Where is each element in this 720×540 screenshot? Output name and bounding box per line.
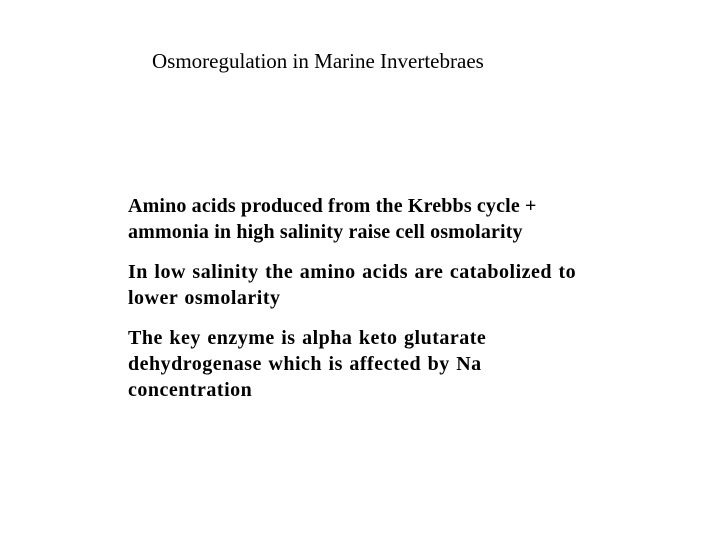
- bullet-low-salinity: [128, 259, 648, 311]
- bullet-key-enzyme: [128, 325, 648, 403]
- bullet-line: In low salinity the amino acids are catabolized to: [128, 261, 577, 283]
- bullet-line: The key enzyme is alpha keto glutarate: [128, 327, 487, 349]
- bullet-line: concentration: [128, 379, 253, 401]
- bullet-line: lower osmolarity: [128, 287, 281, 309]
- slide-title: Osmoregulation in Marine Invertebraes: [152, 49, 484, 73]
- bullet-krebs-cycle: [128, 193, 648, 245]
- bullet-line: ammonia in high salinity raise cell osmolarity: [128, 221, 523, 243]
- bullet-line: Amino acids produced from the Krebbs cycle +: [128, 195, 537, 217]
- bullet-list: [128, 193, 648, 417]
- bullet-line: dehydrogenase which is affected by Na: [128, 353, 482, 375]
